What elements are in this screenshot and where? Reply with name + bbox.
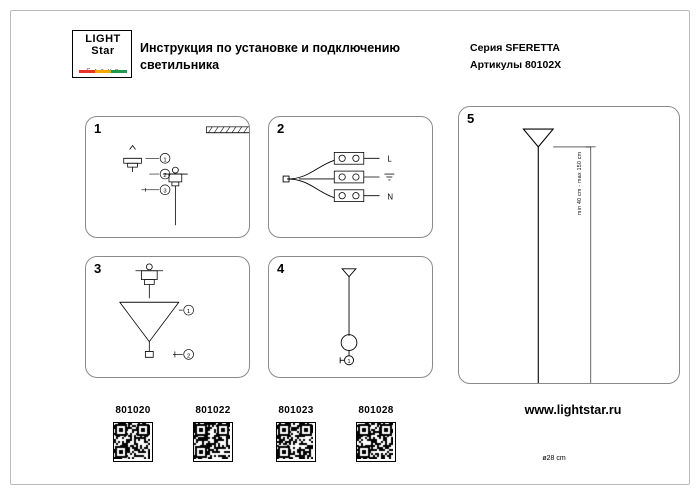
article-codes — [100, 405, 430, 475]
step-panel-4 — [268, 256, 433, 378]
step3-diagram — [86, 257, 249, 377]
qr-code — [356, 422, 396, 462]
article-code-label: 801028 — [358, 405, 394, 416]
step-number-1: 1 — [94, 121, 102, 136]
article-code-label: 801023 — [278, 405, 314, 416]
article-code-label: 801022 — [195, 405, 231, 416]
svg-text:2: 2 — [187, 353, 191, 360]
article-code-3 — [343, 405, 409, 462]
step-panel-2 — [268, 116, 433, 238]
terminal-label-N: N — [387, 192, 394, 202]
logo-line2: Star — [91, 45, 115, 57]
website-url[interactable]: www.lightstar.ru — [524, 403, 622, 417]
terminal-label-L: L — [387, 154, 392, 164]
logo-color-bars — [79, 70, 127, 73]
article-code-2 — [263, 405, 329, 462]
step-number-5: 5 — [467, 111, 475, 126]
article-code-label: 801020 — [115, 405, 151, 416]
step-number-3: 3 — [94, 261, 102, 276]
brand-logo — [72, 30, 132, 78]
step-number-4: 4 — [277, 261, 285, 276]
qr-code — [113, 422, 153, 462]
step-number-2: 2 — [277, 121, 285, 136]
height-dimension-label: min 40 cm - max 150 cm — [577, 151, 583, 215]
qr-code — [193, 422, 233, 462]
step4-diagram — [269, 257, 432, 377]
logo-line1: LIGHT — [85, 33, 121, 45]
series-info — [470, 40, 680, 74]
qr-code — [276, 422, 316, 462]
step-panel-3 — [85, 256, 250, 378]
article-code-0 — [100, 405, 166, 462]
series-name: Серия SFERETTA — [470, 42, 560, 54]
step-panel-1 — [85, 116, 250, 238]
article-code-1 — [180, 405, 246, 462]
svg-text:3: 3 — [163, 188, 167, 195]
step1-diagram — [86, 117, 249, 237]
step2-diagram — [269, 117, 432, 237]
svg-text:1: 1 — [347, 359, 351, 366]
svg-text:1: 1 — [187, 309, 191, 316]
series-articles: Артикулы 80102X — [470, 59, 562, 71]
svg-text:1: 1 — [163, 157, 167, 164]
svg-text:2: 2 — [163, 173, 167, 179]
page-title: Инструкция по установке и подключению светильника — [140, 41, 401, 72]
diameter-dimension-label: ø28 cm — [542, 455, 566, 462]
step5-diagram — [459, 107, 679, 383]
